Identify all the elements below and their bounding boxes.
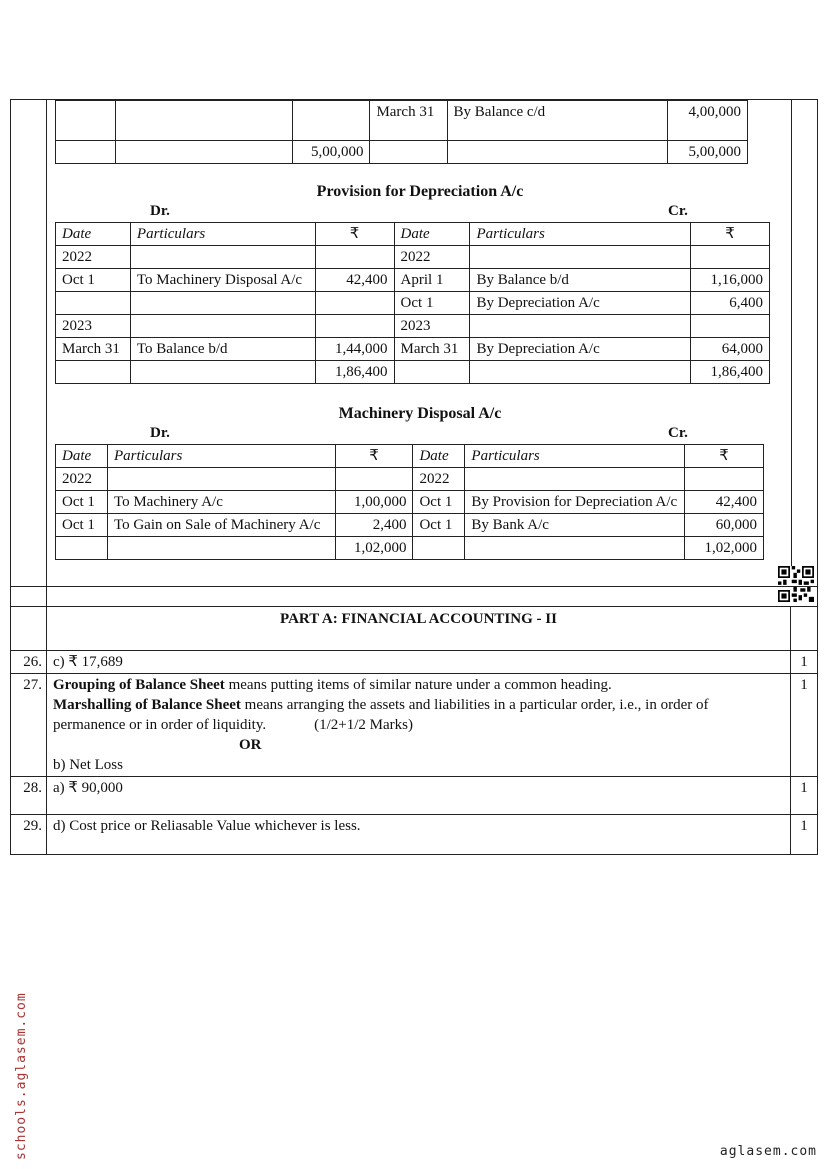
disposal-title: Machinery Disposal A/c xyxy=(338,405,502,422)
cell: By Bank A/c xyxy=(465,514,685,537)
table-row xyxy=(11,651,818,674)
cell xyxy=(465,468,685,491)
column-header: Particulars xyxy=(130,223,315,246)
table-row xyxy=(56,491,764,514)
cell xyxy=(107,537,335,560)
alternative-answer: b) Net Loss xyxy=(52,757,123,773)
answer-text: c) ₹ 17,689 xyxy=(46,651,790,674)
table-row xyxy=(56,269,770,292)
cell: By Depreciation A/c xyxy=(470,292,691,315)
table-row xyxy=(11,607,818,651)
cell: To Balance b/d xyxy=(130,338,315,361)
column-header: Date xyxy=(394,223,470,246)
provision-dr: Dr. xyxy=(150,203,170,219)
cell: 1,02,000 xyxy=(335,537,413,560)
cell xyxy=(56,101,116,141)
marks-cell: 1 xyxy=(791,674,818,777)
table-header-row xyxy=(56,223,770,246)
answer-line xyxy=(53,675,784,695)
table-row xyxy=(11,587,818,607)
cell xyxy=(130,315,315,338)
cell xyxy=(116,141,293,164)
disposal-ledger xyxy=(55,444,764,560)
cell: March 31 xyxy=(56,338,131,361)
cell xyxy=(130,292,315,315)
cell: 2022 xyxy=(394,246,470,269)
table-header-row xyxy=(56,445,764,468)
table-row xyxy=(11,815,818,855)
cell xyxy=(470,246,691,269)
cell: 1,44,000 xyxy=(315,338,394,361)
cell: 4,00,000 xyxy=(667,101,747,141)
column-header: Particulars xyxy=(470,223,691,246)
cell: 1,02,000 xyxy=(685,537,764,560)
cell xyxy=(107,468,335,491)
cell: By Provision for Depreciation A/c xyxy=(465,491,685,514)
column-header: Date xyxy=(56,445,108,468)
cell xyxy=(56,141,116,164)
cell xyxy=(465,537,685,560)
table-row xyxy=(11,777,818,815)
cell: To Gain on Sale of Machinery A/c xyxy=(107,514,335,537)
term-bold: Grouping of Balance Sheet xyxy=(52,677,225,693)
cell: By Depreciation A/c xyxy=(470,338,691,361)
cell xyxy=(11,587,47,607)
column-header: Particulars xyxy=(465,445,685,468)
column-header: Date xyxy=(56,223,131,246)
cell xyxy=(370,141,447,164)
cell: 2023 xyxy=(56,315,131,338)
cell: 42,400 xyxy=(315,269,394,292)
cell: 2022 xyxy=(413,468,465,491)
cell: 6,400 xyxy=(691,292,770,315)
cell: 1,86,400 xyxy=(315,361,394,384)
or-divider: OR xyxy=(238,737,262,753)
cell xyxy=(470,361,691,384)
cell xyxy=(335,468,413,491)
cell: 60,000 xyxy=(685,514,764,537)
cell: By Balance b/d xyxy=(470,269,691,292)
cell: Oct 1 xyxy=(413,491,465,514)
table-row xyxy=(56,141,748,164)
column-header: Particulars xyxy=(107,445,335,468)
bottom-watermark: aglasem.com xyxy=(719,1144,817,1159)
cell: 2022 xyxy=(56,468,108,491)
cell: 2022 xyxy=(56,246,131,269)
cell: Oct 1 xyxy=(413,514,465,537)
cell: Oct 1 xyxy=(56,491,108,514)
cell xyxy=(56,292,131,315)
cell: 5,00,000 xyxy=(293,141,370,164)
cell: Oct 1 xyxy=(56,514,108,537)
term-bold: Marshalling of Balance Sheet xyxy=(52,697,241,713)
side-watermark: schools.aglasem.com xyxy=(14,992,29,1160)
cell xyxy=(56,537,108,560)
table-row xyxy=(56,338,770,361)
table-row xyxy=(56,315,770,338)
cell: 1,16,000 xyxy=(691,269,770,292)
provision-cr: Cr. xyxy=(668,203,688,219)
marks-cell: 1 xyxy=(791,651,818,674)
answers-table xyxy=(10,586,818,855)
cell xyxy=(791,607,818,651)
cell xyxy=(685,468,764,491)
cell: Oct 1 xyxy=(56,269,131,292)
cell: 64,000 xyxy=(691,338,770,361)
cell: 2,400 xyxy=(335,514,413,537)
provision-title: Provision for Depreciation A/c xyxy=(316,183,524,200)
table-row xyxy=(56,361,770,384)
cell xyxy=(394,361,470,384)
question-number: 27. xyxy=(11,674,47,777)
answer-block xyxy=(46,674,790,777)
column-header: ₹ xyxy=(335,445,413,468)
provision-ledger xyxy=(55,222,770,384)
cell: 5,00,000 xyxy=(667,141,747,164)
machinery-account-tail xyxy=(55,100,748,164)
term-definition: means putting items of similar nature under a common heading. xyxy=(224,677,612,693)
cell: April 1 xyxy=(394,269,470,292)
cell xyxy=(11,607,47,651)
question-number: 28. xyxy=(11,777,47,815)
cell xyxy=(470,315,691,338)
column-header: Date xyxy=(413,445,465,468)
table-row xyxy=(11,674,818,777)
table-row xyxy=(56,246,770,269)
cell: Oct 1 xyxy=(394,292,470,315)
part-heading: PART A: FINANCIAL ACCOUNTING - II xyxy=(46,607,790,651)
column-header: ₹ xyxy=(691,223,770,246)
cell xyxy=(56,361,131,384)
term-definition: means arranging the assets and liabilities in a particular order, i.e., in order of permanence or in order of liquidity. xyxy=(52,697,709,733)
column-header: ₹ xyxy=(685,445,764,468)
cell: By Balance c/d xyxy=(447,101,667,141)
cell xyxy=(691,315,770,338)
cell xyxy=(293,101,370,141)
table-row xyxy=(56,537,764,560)
cell xyxy=(447,141,667,164)
cell xyxy=(46,587,817,607)
disposal-cr: Cr. xyxy=(668,425,688,441)
column-header: ₹ xyxy=(315,223,394,246)
marks-cell: 1 xyxy=(791,815,818,855)
cell xyxy=(315,292,394,315)
cell: To Machinery Disposal A/c xyxy=(130,269,315,292)
cell xyxy=(315,315,394,338)
cell xyxy=(130,246,315,269)
cell: To Machinery A/c xyxy=(107,491,335,514)
answer-line xyxy=(53,695,784,735)
cell xyxy=(315,246,394,269)
cell: March 31 xyxy=(394,338,470,361)
table-row xyxy=(56,101,748,141)
marks-note: (1/2+1/2 Marks) xyxy=(314,717,413,733)
cell: 1,86,400 xyxy=(691,361,770,384)
cell xyxy=(691,246,770,269)
question-number: 29. xyxy=(11,815,47,855)
cell: 1,00,000 xyxy=(335,491,413,514)
cell: 42,400 xyxy=(685,491,764,514)
table-row xyxy=(56,292,770,315)
cell: March 31 xyxy=(370,101,447,141)
cell: 2023 xyxy=(394,315,470,338)
disposal-dr: Dr. xyxy=(150,425,170,441)
table-row xyxy=(56,514,764,537)
marks-cell: 1 xyxy=(791,777,818,815)
answer-text: d) Cost price or Reliasable Value whichever is less. xyxy=(46,815,790,855)
table-row xyxy=(56,468,764,491)
cell xyxy=(130,361,315,384)
cell xyxy=(413,537,465,560)
cell xyxy=(116,101,293,141)
question-number: 26. xyxy=(11,651,47,674)
answer-text: a) ₹ 90,000 xyxy=(46,777,790,815)
outer-marks-border xyxy=(791,99,792,586)
